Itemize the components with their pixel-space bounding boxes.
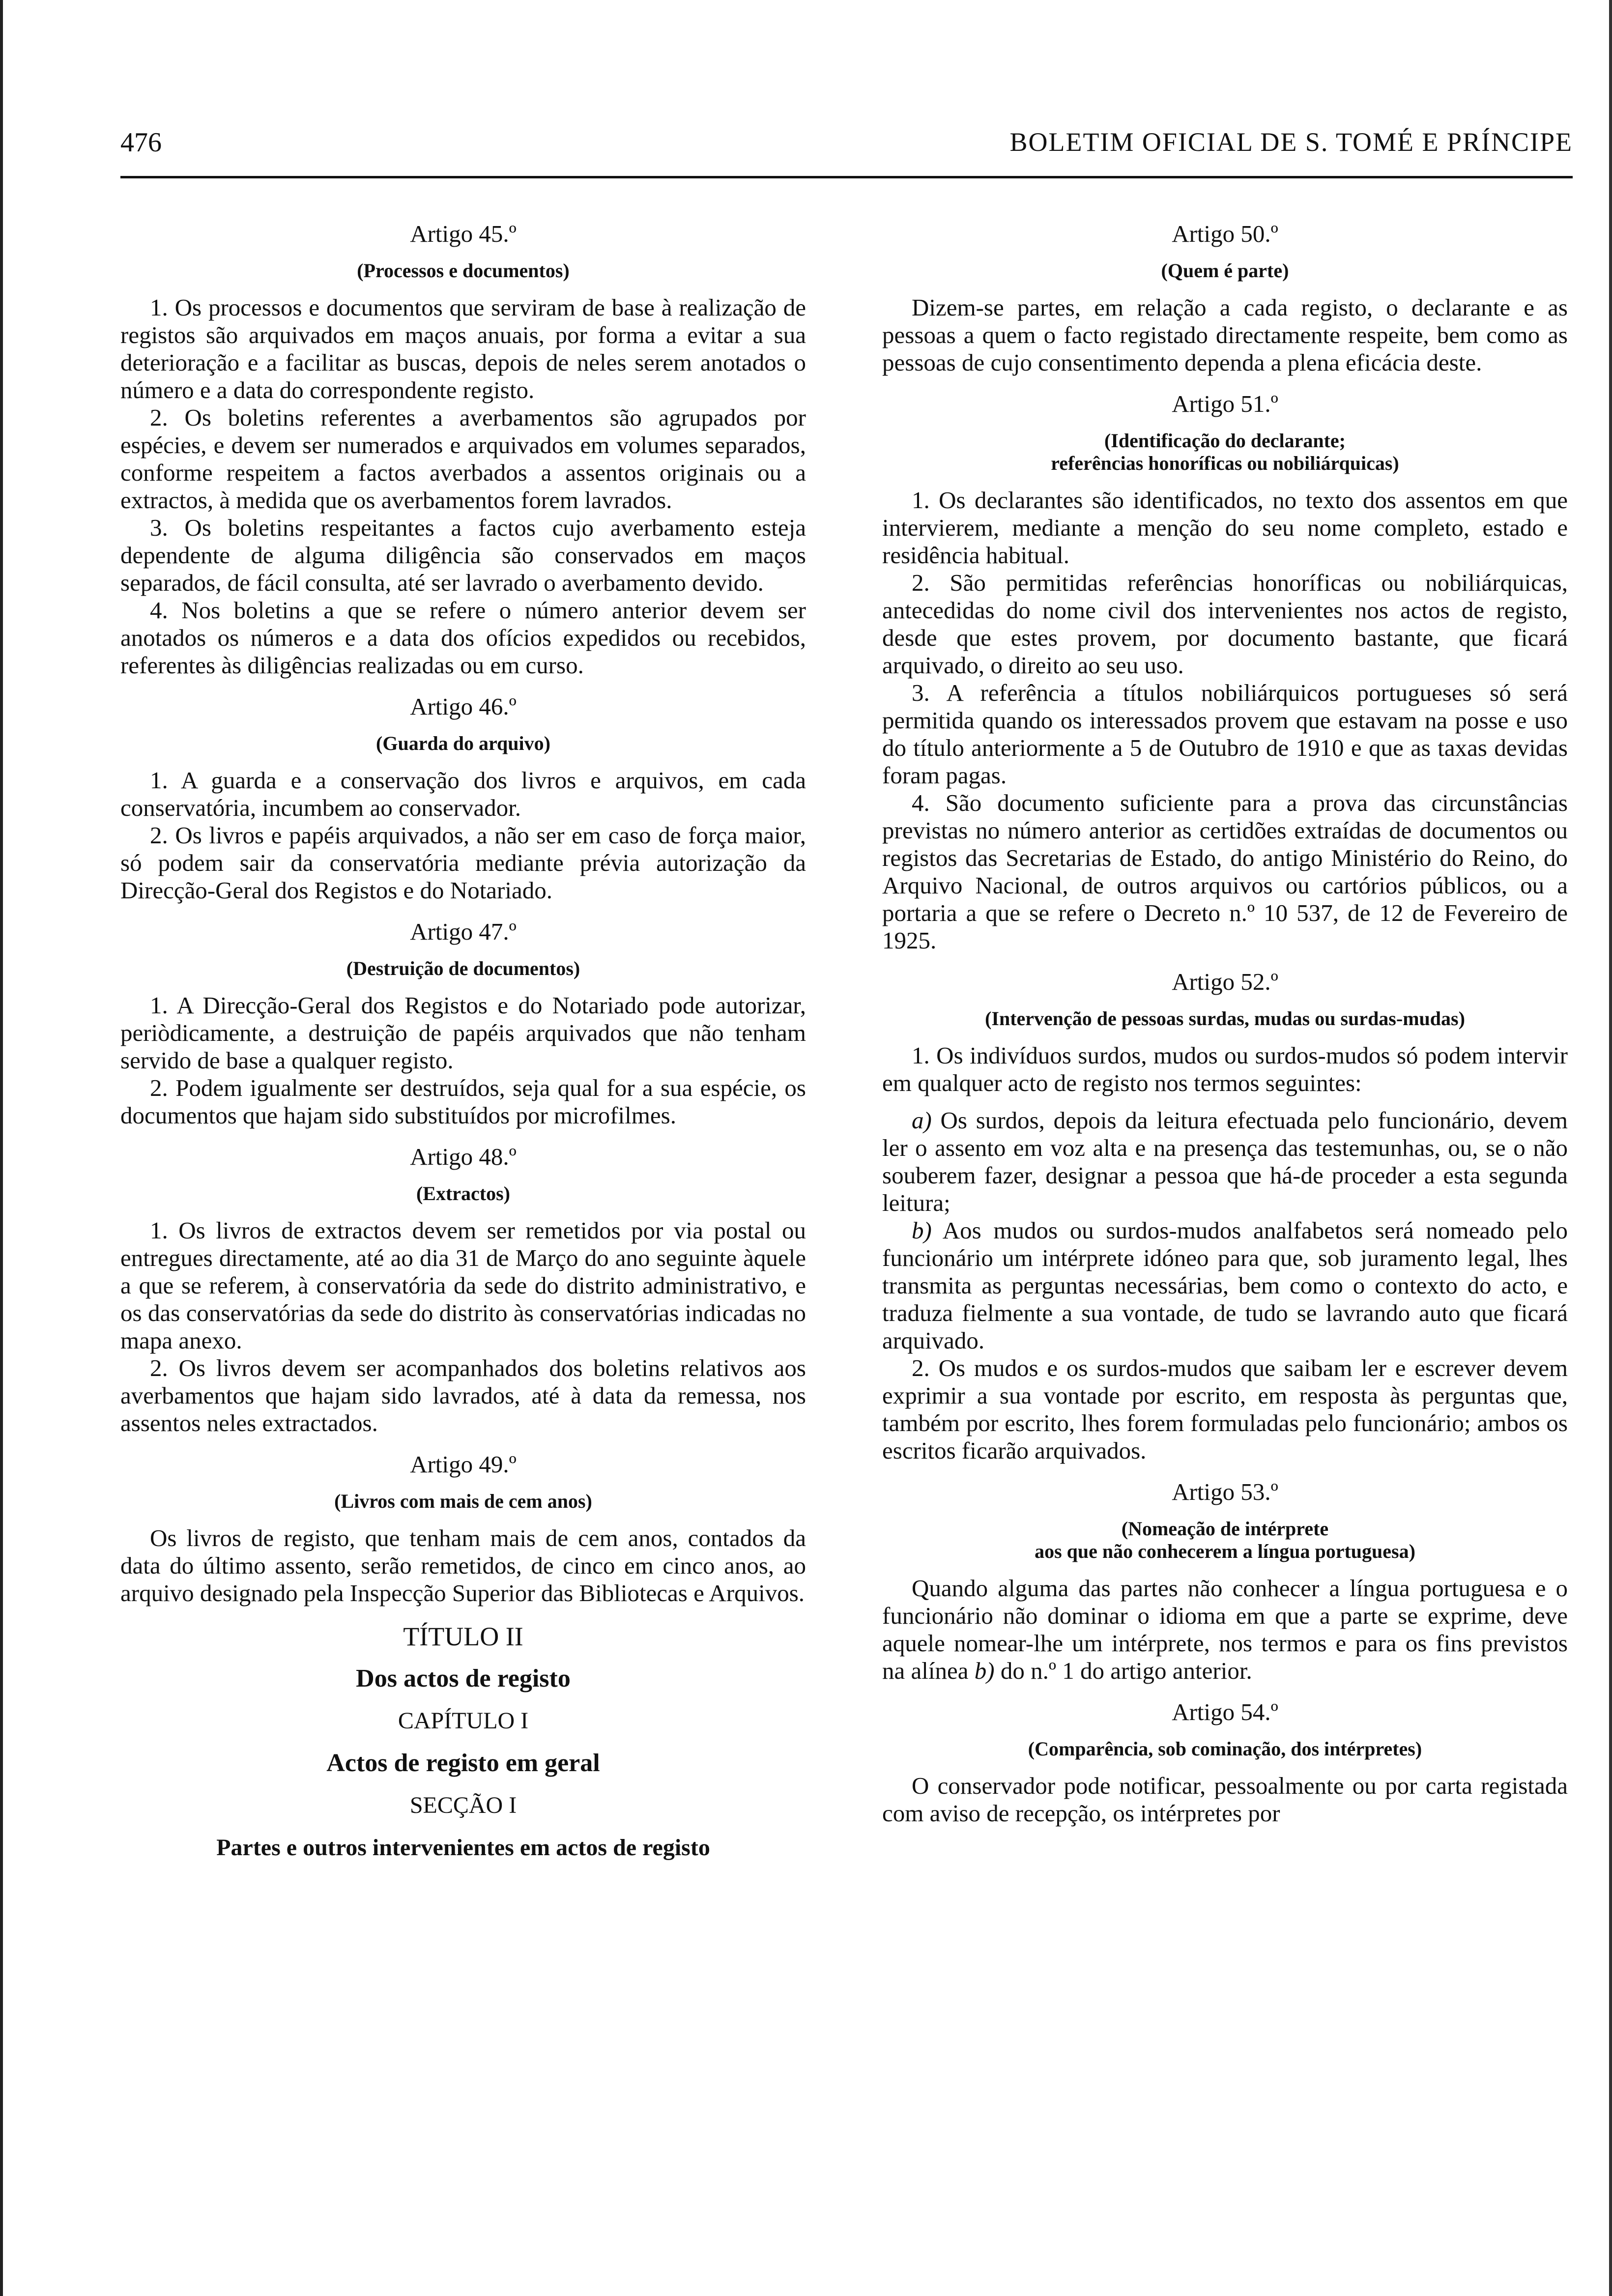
article-46 (120, 693, 806, 904)
article-49 (120, 1451, 806, 1607)
paragraph: 3. Os boletins respeitantes a factos cujo averbamento esteja dependente de alguma diligência são conservados em maços separados, de fácil consulta, até ser lavrado o averbamento devido. (120, 514, 806, 596)
paragraph: 2. Os livros devem ser acompanhados dos boletins relativos aos averbamentos que hajam sido lavrados, até à data da remessa, nos assentos neles extractados. (120, 1354, 806, 1436)
paragraph: 2. Os livros e papéis arquivados, a não ser em caso de força maior, só podem sair da conservatória mediante prévia autorização da Direcção-Geral dos Registos e do Notariado. (120, 822, 806, 904)
article-heading: Artigo 53.º (1172, 1478, 1278, 1505)
page-header (120, 127, 1573, 171)
article-heading: Artigo 49.º (410, 1451, 517, 1478)
paragraph: 1. Os livros de extractos devem ser remetidos por via postal ou entregues directamente, até ao dia 31 de Março do ano seguinte àquele a que se referem, à conservatória da sede do distrito administrativo, e os das conservatórias da sede do distrito às conservatórias indicadas no mapa anexo. (120, 1217, 806, 1354)
article-heading: Artigo 45.º (410, 220, 517, 247)
article-caption (882, 430, 1568, 475)
chapter-heading: CAPÍTULO I (398, 1708, 529, 1734)
item-label: b) (974, 1657, 995, 1684)
article-caption: (Destruição de documentos) (346, 957, 580, 979)
caption-line: (Identificação do declarante; (1104, 430, 1346, 452)
paragraph: 1. Os indivíduos surdos, mudos ou surdos-mudos só podem intervir em qualquer acto de registo nos termos seguintes: (882, 1042, 1568, 1096)
paragraph: 1. A Direcção-Geral dos Registos e do Notariado pode autorizar, periòdicamente, a destruição de papéis arquivados que não tenham servido de base a qualquer registo. (120, 992, 806, 1074)
article-heading: Artigo 54.º (1172, 1698, 1278, 1725)
article-heading: Artigo 50.º (1172, 220, 1278, 247)
title-heading: TÍTULO II (403, 1622, 523, 1651)
item-label: b) (912, 1217, 932, 1244)
article-52 (882, 968, 1568, 1464)
article-53 (882, 1478, 1568, 1685)
paragraph: 1. A guarda e a conservação dos livros e arquivos, em cada conservatória, incumbem ao conservador. (120, 767, 806, 821)
chapter-name: Actos de registo em geral (326, 1749, 600, 1777)
article-caption: (Comparência, sob cominação, dos intérpretes) (1028, 1738, 1422, 1760)
article-caption: (Processos e documentos) (357, 259, 570, 282)
paragraph (882, 1575, 1568, 1685)
paragraph: 1. Os processos e documentos que serviram de base à realização de registos são arquivados em maços anuais, por forma a evitar a sua deterioração e a facilitar as buscas, depois de neles serem anotados o número e a data do correspondente registo. (120, 294, 806, 403)
page-number: 476 (120, 127, 162, 158)
paragraph: 4. Nos boletins a que se refere o número anterior devem ser anotados os números e a data dos ofícios expedidos ou recebidos, referentes às diligências realizadas ou em curso. (120, 597, 806, 679)
title-name: Dos actos de registo (356, 1665, 571, 1693)
article-heading: Artigo 52.º (1172, 968, 1278, 995)
item-text: Os surdos, depois da leitura efectuada pelo funcionário, devem ler o assento em voz alta e na presença das testemunhas, ou, se o não souberem fazer, designar a pessoa que há-de proceder a esta segunda leitura; (882, 1107, 1568, 1216)
list-item-b (882, 1217, 1568, 1354)
text-run: do n.º 1 do artigo anterior. (994, 1657, 1252, 1684)
section-heading: SECÇÃO I (409, 1792, 517, 1818)
article-heading: Artigo 51.º (1172, 390, 1278, 417)
article-51 (882, 390, 1568, 954)
section-name: Partes e outros intervenientes em actos de registo (216, 1835, 710, 1861)
header-rule (120, 176, 1573, 178)
article-caption: (Extractos) (416, 1182, 511, 1205)
item-label: a) (912, 1107, 932, 1134)
article-heading: Artigo 47.º (410, 918, 517, 945)
scan-edge-left (0, 0, 3, 2296)
paragraph: Os livros de registo, que tenham mais de cem anos, contados da data do último assento, serão remetidos, de cinco em cinco anos, ao arquivo designado pela Inspecção Superior das Bibliotecas e Arquivos. (120, 1524, 806, 1607)
paragraph: 2. São permitidas referências honoríficas ou nobiliárquicas, antecedidas do nome civil dos intervenientes nos actos de registo, desde que estes provem, por documento bastante, que ficará arquivado, o direito ao seu uso. (882, 569, 1568, 679)
caption-line: (Nomeação de intérprete (1121, 1518, 1329, 1540)
caption-line: aos que não conhecerem a língua portuguesa) (1035, 1540, 1415, 1562)
caption-line: referências honoríficas ou nobiliárquicas) (1051, 452, 1399, 474)
item-text: Aos mudos ou surdos-mudos analfabetos será nomeado pelo funcionário um intérprete idóneo para que, sob juramento legal, lhes transmita as perguntas necessárias, bem como o contexto do acto, e traduza fielmente a sua vontade, de tudo se lavrando auto que ficará arquivado. (882, 1217, 1568, 1354)
article-caption: (Livros com mais de cem anos) (334, 1490, 592, 1512)
paragraph: 2. Os boletins referentes a averbamentos são agrupados por espécies, e devem ser numerados e arquivados em volumes separados, conforme respeitem a factos averbados a assentos originais ou a extractos, à medida que os averbamentos forem lavrados. (120, 404, 806, 514)
paragraph: 2. Os mudos e os surdos-mudos que saibam ler e escrever devem exprimir a sua vontade por escrito, em resposta às perguntas que, também por escrito, lhes forem formuladas pelo funcionário; ambos os escritos ficarão arquivados. (882, 1354, 1568, 1464)
paragraph: 3. A referência a títulos nobiliárquicos portugueses só será permitida quando os interessados provem que estavam na posse e uso do título anteriormente a 5 de Outubro de 1910 e que as taxas devidas foram pagas. (882, 679, 1568, 789)
article-caption: (Guarda do arquivo) (376, 732, 550, 754)
paragraph: O conservador pode notificar, pessoalmente ou por carta registada com aviso de recepção, os intérpretes por (882, 1772, 1568, 1827)
list-item-a (882, 1107, 1568, 1217)
scan-edge-right (1609, 0, 1612, 2296)
paragraph: Dizem-se partes, em relação a cada registo, o declarante e as pessoas a quem o facto registado directamente respeite, bem como as pessoas de cujo consentimento dependa a plena eficácia deste. (882, 294, 1568, 376)
publication-title: BOLETIM OFICIAL DE S. TOMÉ E PRÍNCIPE (1009, 127, 1573, 157)
article-50 (882, 220, 1568, 376)
text-run: Quando alguma das partes não conhecer a língua portuguesa e o funcionário não dominar o idioma em que a parte se exprime, deve aquele nomear-lhe um intérprete, nos termos e para os fins previstos na alínea (882, 1575, 1568, 1684)
article-45 (120, 220, 806, 679)
article-caption: (Quem é parte) (1161, 259, 1289, 282)
article-heading: Artigo 48.º (410, 1143, 517, 1170)
paragraph: 1. Os declarantes são identificados, no texto dos assentos em que intervierem, mediante a menção do seu nome completo, estado e residência habitual. (882, 487, 1568, 569)
article-caption: (Intervenção de pessoas surdas, mudas ou surdas-mudas) (985, 1007, 1465, 1030)
right-column (882, 216, 1568, 1827)
article-heading: Artigo 46.º (410, 693, 517, 720)
paragraph: 4. São documento suficiente para a prova das circunstâncias previstas no número anterior as certidões extraídas de documentos ou registos das Secretarias de Estado, do antigo Ministério do Reino, do Arquivo Nacional, de outros arquivos ou cartórios públicos, ou a portaria a que se refere o Decreto n.º 10 537, de 12 de Fevereiro de 1925. (882, 789, 1568, 954)
left-column (120, 216, 806, 1869)
paragraph: 2. Podem igualmente ser destruídos, seja qual for a sua espécie, os documentos que hajam sido substituídos por microfilmes. (120, 1074, 806, 1129)
article-47 (120, 918, 806, 1129)
article-54 (882, 1698, 1568, 1827)
article-caption (882, 1518, 1568, 1563)
article-48 (120, 1143, 806, 1437)
